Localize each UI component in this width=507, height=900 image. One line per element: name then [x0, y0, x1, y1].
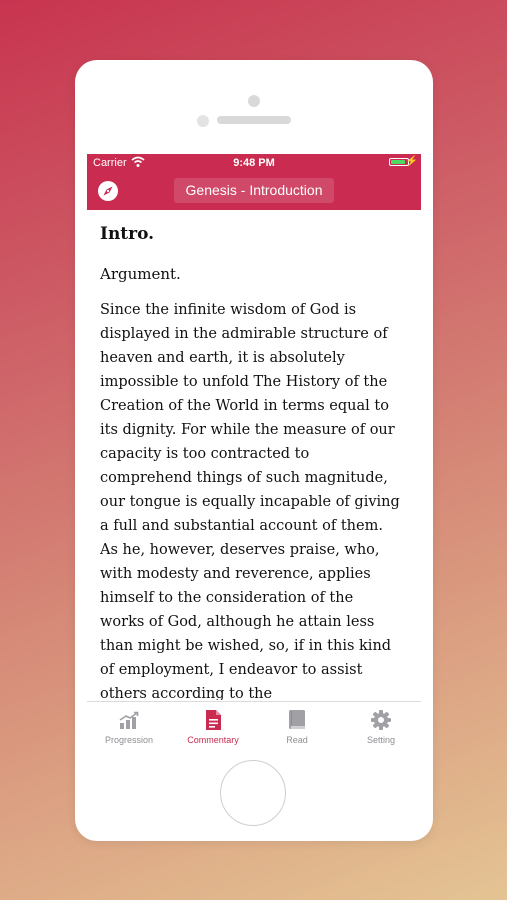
tab-commentary-label: Commentary: [187, 735, 239, 745]
tab-progression[interactable]: [87, 702, 171, 747]
gear-icon: [370, 710, 392, 730]
tab-setting-label: Setting: [366, 735, 396, 745]
proximity-sensor: [197, 115, 209, 127]
status-time: 9:48 PM: [233, 157, 275, 169]
commentary-content[interactable]: [100, 210, 400, 700]
tab-commentary[interactable]: [171, 702, 255, 747]
phone-frame: [75, 60, 433, 841]
tab-read[interactable]: [255, 702, 339, 747]
app-screen: [87, 154, 421, 747]
section-subheading: Argument.: [100, 265, 181, 283]
status-bar: [87, 154, 421, 172]
document-icon: [202, 710, 224, 730]
carrier-label: Carrier: [93, 157, 127, 169]
book-icon: [286, 710, 308, 730]
commentary-body: Since the infinite wisdom of God is displayed in the admirable structure of heaven and earth, it is absolutely impossible to unfold The History of the Creation of the World in terms equal to its dignity. For while the measure of our capacity is too contracted to comprehend things of such magnitude, our tongue is equally incapable of giving a full and substantial account of them. As he, however, deserves praise, who, with modesty and reverence, applies himself to the consideration of the works of God, although he attain less than might be wished, so, if in this kind of employment, I endeavor to assist others according to the: [100, 302, 400, 700]
section-heading: Intro.: [100, 224, 155, 244]
compass-icon[interactable]: [98, 181, 118, 201]
tab-read-label: Read: [286, 735, 308, 745]
front-camera: [248, 95, 260, 107]
tab-bar: [87, 701, 421, 747]
chapter-title-button[interactable]: Genesis - Introduction: [174, 178, 334, 203]
navigation-bar: [87, 172, 421, 210]
home-button[interactable]: [220, 760, 286, 826]
earpiece-speaker: [217, 116, 291, 124]
bar-chart-icon: [118, 710, 140, 730]
charging-bolt-icon: ⚡: [405, 156, 418, 167]
tab-progression-label: Progression: [104, 735, 154, 745]
tab-setting[interactable]: [339, 702, 421, 747]
battery-level-fill: [391, 160, 405, 164]
